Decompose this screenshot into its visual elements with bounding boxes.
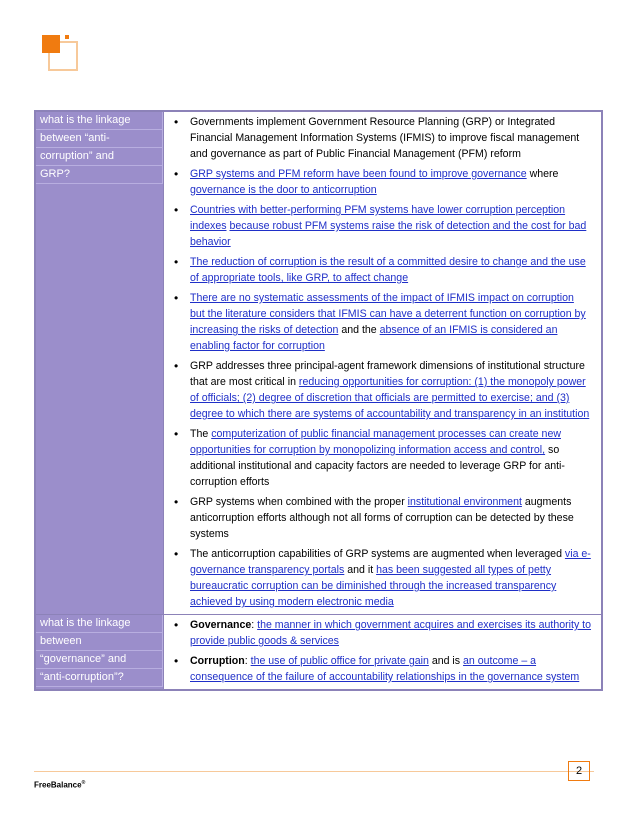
question-line: between “anti- [36,130,163,148]
question-cell [36,112,164,614]
bullet-item [168,546,591,610]
question-line: corruption” and [36,148,163,166]
reference-link[interactable]: because robust PFM systems raise the risk of detection and the cost for bad behavior [190,220,587,248]
reference-link[interactable]: an outcome – a consequence of the failure of accountability relationships in the governance system [190,655,580,683]
bullet-item [168,358,591,422]
question-line: “governance” and [36,651,163,669]
bullet-text: where [526,168,559,180]
page-number: 2 [568,761,590,781]
question-line: between [36,633,163,651]
table-row [36,112,601,614]
qa-table [34,110,603,691]
bullet-text: : [244,655,251,667]
reference-link[interactable]: The reduction of corruption is the result of a committed desire to change and the use of appropriate tools, like GRP, to affect change [190,256,586,284]
footer-divider [34,771,594,772]
bullet-text: The [190,428,212,440]
bullet-item [168,617,591,649]
term-label: Corruption [190,655,245,667]
answer-cell [164,615,601,689]
bullet-text: and it [344,564,377,576]
question-line: “anti-corruption”? [36,669,163,687]
bullet-text: and is [428,655,464,667]
reference-link[interactable]: institutional environment [407,496,522,508]
question-line: what is the linkage [36,112,163,130]
reference-link[interactable]: the manner in which government acquires and exercises its authority to provide public goods & services [190,619,592,647]
reference-link[interactable]: absence of an IFMIS is considered an enabling factor for corruption [190,324,558,352]
reference-link[interactable]: reducing opportunities for corruption: (1) the monopoly power of officials; (2) degree of discretion that officials are permitted to exercise; and (3) degree to which there are systems of accountability and transparency in an institution [190,376,590,420]
reference-link[interactable]: via e-governance transparency portals [190,548,591,576]
footer-brand [34,780,85,790]
question-line: what is the linkage [36,615,163,633]
bullet-item [168,290,591,354]
registered-mark: ® [81,780,86,786]
bullet-item [168,653,591,685]
bullet-item [168,166,591,198]
reference-link[interactable]: GRP systems and PFM reform have been found to improve governance [190,168,527,180]
reference-link[interactable]: governance is the door to anticorruption [190,184,377,196]
logo-small-square [65,35,69,39]
reference-link[interactable]: There are no systematic assessments of the impact of IFMIS impact on corruption but the literature considers that IFMIS can have a deterrent function on corruption by increasing the risks of detection [190,292,586,336]
reference-link[interactable]: computerization of public financial management processes can create new opportunities for corruption by monopolizing information access and control, [190,428,561,456]
bullet-text: GRP addresses three principal-agent framework dimensions of institutional structure that are most critical in [190,360,585,388]
bullet-text: and the [338,324,380,336]
brand-text: FreeBalance [34,780,82,790]
logo [42,35,82,75]
answer-cell [164,112,601,614]
question-line: GRP? [36,166,163,184]
reference-link[interactable]: Countries with better-performing PFM systems have lower corruption perception indexes [190,204,566,232]
bullet-item [168,202,591,250]
bullet-text: so additional institutional and capacity factors are needed to leverage GRP for anti-corruption efforts [190,444,565,488]
bullet-item [168,114,591,162]
logo-orange-square [42,35,60,53]
bullet-list [168,114,591,610]
bullet-text: GRP systems when combined with the proper [190,496,408,508]
bullet-text: Governments implement Government Resource Planning (GRP) or Integrated Financial Management Information Systems (IFMIS) to improve fiscal management and governance as part of Public Financial Management (PFM) reform [190,116,580,160]
term-label: Governance [190,619,252,631]
reference-link[interactable]: the use of public office for private gain [250,655,429,667]
bullet-list [168,617,591,685]
bullet-text: : [251,619,258,631]
bullet-item [168,254,591,286]
bullet-item [168,426,591,490]
bullet-item [168,494,591,542]
question-cell [36,615,164,689]
reference-link[interactable]: has been suggested all types of petty bureaucratic corruption can be diminished through the increased transparency achieved by using modern electronic media [190,564,557,608]
bullet-text: The anticorruption capabilities of GRP systems are augmented when leveraged [190,548,565,560]
table-row [36,614,601,689]
bullet-text: augments anticorruption efforts although not all forms of corruption can be detected by these systems [190,496,574,540]
